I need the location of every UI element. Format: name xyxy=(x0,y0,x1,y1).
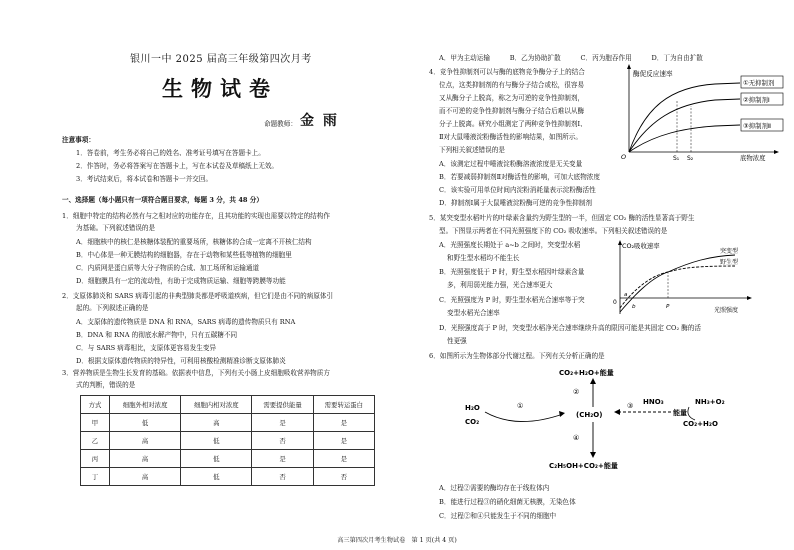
q2-stem: 2．支原体肺炎和 SARS 病毒引起的非典型肺炎都是呼吸道疾病，但它们是由不同的病原体引 xyxy=(62,292,334,300)
q4-stem-line: 而不可逆的竞争性抑制剂与酶分子结合后难以从酶 xyxy=(439,107,585,115)
q5-option-c-cont: 变型水稻光合速率 xyxy=(447,309,500,317)
table-cell: 乙 xyxy=(81,432,110,450)
series-label-wild: 野生型 xyxy=(720,259,739,266)
arrow-nitrify xyxy=(688,407,695,420)
x-axis-arrow xyxy=(747,296,752,300)
table-cell: 是 xyxy=(252,414,313,432)
table-cell: 高 xyxy=(110,468,181,486)
q4-enzyme-chart xyxy=(615,62,785,162)
table-cell: 否 xyxy=(313,468,374,486)
table-cell: 丁 xyxy=(81,468,110,486)
x-tick-b: b xyxy=(632,304,636,310)
curve-wild xyxy=(620,266,735,308)
table-cell: 甲 xyxy=(81,414,110,432)
x-tick-a: a xyxy=(624,292,628,298)
curve-inhibitor-2 xyxy=(629,125,740,152)
exam-title: 银川一中 2025 届高三年级第四次月考 xyxy=(130,54,312,65)
q6-option-b: B．能进行过程③的硝化细菌无核膜，无染色体 xyxy=(439,498,576,506)
q6-option-c: C．过程②和④只能发生于不同的细胞中 xyxy=(439,512,557,520)
arrow-4-head xyxy=(590,452,596,458)
diagram-center: (CH₂O) xyxy=(576,411,603,419)
diagram-right-out: CO₂+H₂O xyxy=(683,420,718,428)
q4-stem-line: 位点，这类抑制剂的有与酶分子结合或松，很容易 xyxy=(439,81,585,89)
q3-stem-cont: 式的判断，错误的是 xyxy=(76,381,136,389)
x-tick-s1: S₁ xyxy=(673,155,680,162)
q1-stem: 1．细胞中特定的结构必然有与之相对应的功能存在，且其功能的实现也需要以特定的结构作 xyxy=(62,212,330,220)
y-axis-label: 酶促反应速率 xyxy=(633,70,673,78)
notice-item: 2．作答时，务必将答案写在答题卡上，写在本试卷及草稿纸上无效。 xyxy=(76,162,279,170)
q5-stem: 5．某突变型水稻叶片的叶绿素含量约为野生型的一半，但固定 CO₂ 酶的活性显著高于野生 xyxy=(429,214,695,222)
q2-option-b: B．DNA 和 RNA 的彻底水解产物中，只有五碳糖不同 xyxy=(76,331,238,339)
table-row xyxy=(81,414,375,432)
table-header: 细胞外相对浓度 xyxy=(110,396,181,414)
table-cell: 低 xyxy=(181,468,252,486)
q4-option-a: A．该测定过程中唾液淀粉酶溶液浓度是无关变量 xyxy=(439,160,583,168)
table-cell: 是 xyxy=(313,450,374,468)
table-header-row xyxy=(81,396,375,414)
table-header: 需要提供能量 xyxy=(252,396,313,414)
table-header: 细胞内相对浓度 xyxy=(181,396,252,414)
q1-option-a: A．细胞核中的核仁是核糖体装配的重要场所，核糖体的合成一定离不开核仁结构 xyxy=(76,238,312,246)
q2-option-a: A．支原体的遗传物质是 DNA 和 RNA，SARS 病毒的遗传物质只有 RNA xyxy=(76,318,296,326)
q5-option-d-cont: 性更强 xyxy=(447,337,467,345)
table-cell: 是 xyxy=(313,414,374,432)
q3-table xyxy=(80,395,375,486)
q4-option-c: C．该实验可用单位时间内淀粉消耗量表示淀粉酶活性 xyxy=(439,186,596,194)
q5-option-a-cont: 和野生型水稻均不能生长 xyxy=(447,254,520,262)
q5-option-b-cont: 多，利用弱光能力强，光合速率更大 xyxy=(447,281,553,289)
legend-no-inhibitor: ①无抑制剂 xyxy=(743,79,775,87)
table-cell: 高 xyxy=(110,432,181,450)
arrow-1-head xyxy=(559,411,565,417)
diagram-left-h2o: H₂O xyxy=(465,404,480,412)
step-2: ② xyxy=(573,388,580,396)
diagram-hno3: HNO₃ xyxy=(643,398,664,406)
q4-option-d: D．抑制剂Ⅰ属于大鼠唾液淀粉酶可逆的竞争性抑制剂 xyxy=(439,199,592,207)
q1-stem-cont: 为基础。下列叙述错误的是 xyxy=(76,224,156,232)
step-1: ① xyxy=(517,402,524,410)
q2-option-c: C．与 SARS 病毒相比，支原体更容易发生变异 xyxy=(76,344,217,352)
table-row xyxy=(81,468,375,486)
legend-inhibitor-2: ③抑制剂Ⅱ xyxy=(743,122,772,130)
teacher-label: 命题教师： xyxy=(264,120,297,128)
y-axis-label: CO₂吸收速率 xyxy=(622,242,660,250)
table-cell: 是 xyxy=(252,450,313,468)
q3-stem: 3．营养物质是生物生长发育的基础。依据表中信息，下列有关小肠上皮细胞吸收营养物质方 xyxy=(62,369,330,377)
table-cell: 高 xyxy=(110,450,181,468)
notice-item: 3．考试结束后，将本试卷和答题卡一并交回。 xyxy=(76,175,213,183)
table-row xyxy=(81,450,375,468)
origin-label: 0 xyxy=(613,299,617,306)
table-row xyxy=(81,432,375,450)
table-cell: 是 xyxy=(313,432,374,450)
q4-stem-line: 下列相关叙述错误的是 xyxy=(439,146,505,154)
notice-item: 1．答卷前，考生务必将自己的姓名、准考证号填写在答题卡上。 xyxy=(76,149,265,157)
q2-option-d: D．根据支原体遗传物质的特异性，可利用核酸检测精准诊断支原体肺炎 xyxy=(76,357,286,365)
diagram-nh3: NH₃+O₂ xyxy=(695,398,725,406)
q1-option-c: C．内质网是蛋白质等大分子物质的合成、加工场所和运输通道 xyxy=(76,264,260,272)
q6-option-a: A．过程②需要的酶均存在于线粒体内 xyxy=(439,484,550,492)
q6-metabolism-diagram xyxy=(457,364,777,476)
table-cell: 低 xyxy=(110,414,181,432)
q5-co2-chart xyxy=(610,238,760,320)
origin-label: O xyxy=(621,153,627,161)
table-cell: 低 xyxy=(181,450,252,468)
q4-stem-line: 又从酶分子上脱高，称之为可逆的竞争性抑制剂， xyxy=(439,94,585,102)
q1-option-d: D．细胞膜具有一定的流动性，有助于完成物质运输、细胞等跨膜等功能 xyxy=(76,277,286,285)
series-label-mutant: 突变型 xyxy=(720,248,739,255)
section-heading: 一、选择题（每小题只有一项符合题目要求，每题 3 分，共 48 分） xyxy=(62,196,263,204)
table-cell: 否 xyxy=(252,468,313,486)
q4-stem-line: 4．竞争性抑制剂可以与酶的底物竞争酶分子上的结合 xyxy=(429,68,585,76)
q1-option-b: B．中心体是一种无膜结构的细胞器，存在于动物和某些低等植物的细胞里 xyxy=(76,251,292,259)
table-cell: 高 xyxy=(181,414,252,432)
q2-stem-cont: 起的。下列叙述正确的是 xyxy=(76,304,149,312)
curve-no-inhibitor xyxy=(629,83,740,152)
x-axis-label: 底物浓度 xyxy=(740,154,766,162)
table-cell: 丙 xyxy=(81,450,110,468)
diagram-energy: 能量 xyxy=(673,409,687,417)
page-footer: 高三第四次月考生物试卷 第 1 页(共 4 页) xyxy=(337,537,457,544)
table-header: 方式 xyxy=(81,396,110,414)
step-3: ③ xyxy=(627,402,634,410)
curve-mutant xyxy=(620,255,735,312)
legend-inhibitor-1: ②抑制剂Ⅰ xyxy=(743,96,770,104)
q6-stem: 6．如图所示为生物体部分代谢过程。下列有关分析正确的是 xyxy=(429,352,605,360)
q3-options: A．甲为主动运输 B．乙为协助扩散 C．丙为胞吞作用 D．丁为自由扩散 xyxy=(439,54,703,62)
q4-option-b: B．若要减弱抑制剂Ⅱ对酶活性的影响，可加大底物浓度 xyxy=(439,173,600,181)
q4-stem-line: 分子上脱离。研究小组测定了两种竞争性抑制剂Ⅰ、 xyxy=(439,120,587,128)
x-tick-p: P xyxy=(666,304,670,310)
table-cell: 否 xyxy=(252,432,313,450)
arrow-3-head xyxy=(614,409,620,415)
diagram-bottom: C₂H₅OH+CO₂+能量 xyxy=(549,462,618,470)
arrow-1 xyxy=(485,412,563,422)
x-axis-arrow xyxy=(774,150,779,154)
arrow-2-head xyxy=(590,378,596,384)
diagram-left-co2: CO₂ xyxy=(465,418,480,426)
right-column xyxy=(397,0,794,550)
subject-title: 生物试卷 xyxy=(162,77,278,101)
x-axis-label: 光照强度 xyxy=(714,307,739,314)
y-axis-arrow xyxy=(627,64,631,69)
q5-option-d: D．光照强度高于 P 时，突变型水稻净光合速率继续升高的限因可能是其固定 CO₂ 酶的活 xyxy=(439,324,701,332)
q4-stem-line: Ⅱ对大鼠唾液淀粉酶活性的影响结果，如图所示。 xyxy=(439,133,582,141)
teacher-name: 金 雨 xyxy=(300,113,339,129)
diagram-top: CO₂+H₂O+能量 xyxy=(559,369,614,377)
x-tick-s2: S₂ xyxy=(687,155,694,162)
table-cell: 低 xyxy=(181,432,252,450)
step-4: ④ xyxy=(573,434,580,442)
table-header: 需要转运蛋白 xyxy=(313,396,374,414)
q5-option-c: C．光照强度为 P 时，野生型水稻光合速率等于突 xyxy=(439,296,585,304)
q5-stem-cont: 型。下图显示两者在不同光照强度下的 CO₂ 吸收速率。下列相关叙述错误的是 xyxy=(439,227,668,235)
notice-heading: 注意事项： xyxy=(62,136,95,144)
q5-option-a: A．光照强度长期处于 a~b 之间时，突变型水稻 xyxy=(439,241,581,249)
q5-option-b: B．光照强度低于 P 时，野生型水稻因叶绿素含量 xyxy=(439,268,585,276)
